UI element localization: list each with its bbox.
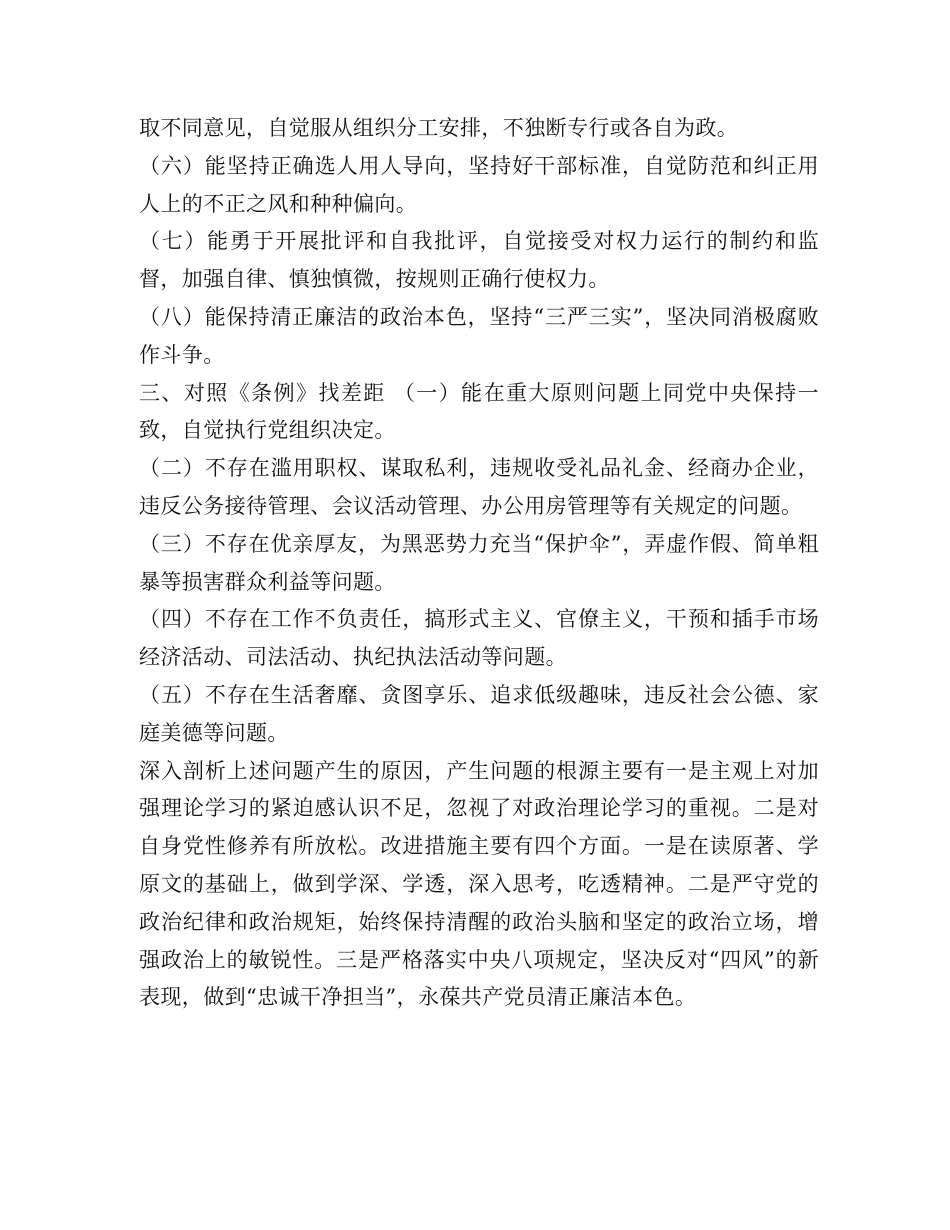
section-heading-compare-regulations: 三、对照《条例》找差距 （一）能在重大原则问题上同党中央保持一致，自觉执行党组织决定。	[139, 380, 819, 443]
paragraph-regulation-item-3: （三）不存在优亲厚友，为黑恶势力充当“保护伞”，弄虚作假、简单粗暴等损害群众利益等问题。	[139, 531, 819, 594]
paragraph-regulation-item-2: （二）不存在滥用职权、谋取私利，违规收受礼品礼金、经商办企业，违反公务接待管理、会议活动管理、办公用房管理等有关规定的问题。	[139, 456, 819, 518]
paragraph-regulation-item-4: （四）不存在工作不负责任，搞形式主义、官僚主义，干预和插手市场经济活动、司法活动、执纪执法活动等问题。	[139, 607, 819, 670]
paragraph-continuation: 取不同意见，自觉服从组织分工安排，不独断专行或各自为政。	[139, 116, 739, 140]
paragraph-item-7: （七）能勇于开展批评和自我批评，自觉接受对权力运行的制约和监督，加强自律、慎独慎微，按规则正确行使权力。	[139, 229, 819, 292]
paragraph-regulation-item-5: （五）不存在生活奢靡、贪图享乐、追求低级趣味，违反社会公德、家庭美德等问题。	[139, 682, 819, 745]
paragraph-item-8: （八）能保持清正廉洁的政治本色，坚持“三严三实”，坚决同消极腐败作斗争。	[139, 304, 819, 367]
document-page	[139, 110, 819, 1017]
paragraph-item-6: （六）能坚持正确选人用人导向，坚持好干部标准，自觉防范和纠正用人上的不正之风和种种偏向。	[139, 153, 819, 216]
paragraph-analysis-and-measures: 深入剖析上述问题产生的原因，产生问题的根源主要有一是主观上对加强理论学习的紧迫感认识不足，忽视了对政治理论学习的重视。二是对自身党性修养有所放松。改进措施主要有四个方面。一是在读原著、学原文的基础上，做到学深、学透，深入思考，吃透精神。二是严守党的政治纪律和政治规矩，始终保持清醒的政治头脑和坚定的政治立场，增强政治上的敏锐性。三是严格落实中央八项规定，坚决反对“四风”的新表现，做到“忠诚干净担当”，永葆共产党员清正廉洁本色。	[139, 758, 819, 1010]
